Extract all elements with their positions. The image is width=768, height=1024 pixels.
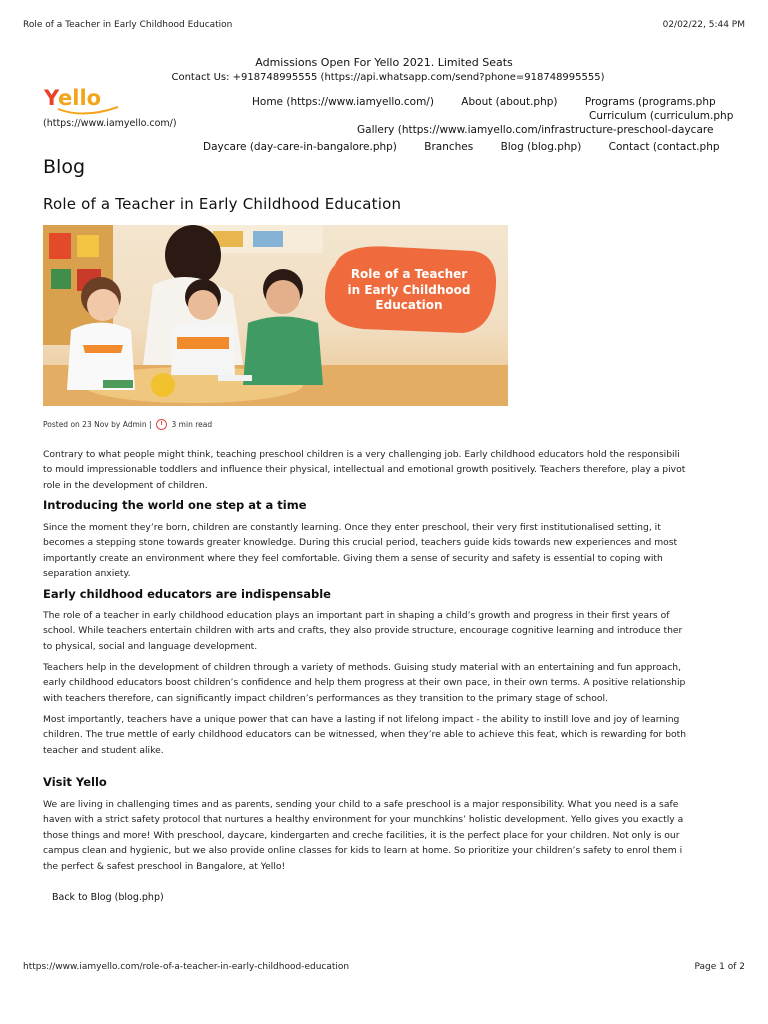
footer-url: https://www.iamyello.com/role-of-a-teacher-in-early-childhood-education bbox=[23, 962, 350, 972]
nav-blog[interactable]: Blog (blog.php) bbox=[500, 141, 582, 153]
section-2-paragraph-2 bbox=[43, 660, 748, 706]
text-line: We are living in challenging times and as parents, sending your child to a safe preschool is a major responsibility. What you need is a safe bbox=[43, 799, 679, 810]
section-heading: Introducing the world one step at a time bbox=[43, 498, 307, 512]
text-line: teacher and student alike. bbox=[43, 744, 164, 756]
section-2-paragraph-1 bbox=[43, 608, 748, 654]
text-line: with teachers therefore, can significantly impact children’s performances as they transition to the primary stage of school. bbox=[43, 692, 608, 704]
text-line: campus clean and hygienic, but we also provide online classes for kids to learn at home. So prioritize your children’s safety to enrol them i bbox=[43, 845, 683, 857]
text-line: separation anxiety. bbox=[43, 568, 131, 580]
text-line: importantly create an environment where they feel comfortable. Giving them a sense of security and safety is essential to coping with bbox=[43, 552, 663, 564]
hero-caption-line: Role of a Teacher bbox=[350, 267, 468, 281]
text-line: Teachers help in the development of children through a variety of methods. Guising study material with an entertaining and fun approach, bbox=[43, 662, 681, 673]
text-line: Contrary to what people might think, teaching preschool children is a very challenging job. Early childhood educators hold the responsibili bbox=[43, 449, 680, 460]
visit-yello-paragraph bbox=[43, 797, 748, 874]
text-line: to physical, social and language development. bbox=[43, 640, 258, 652]
text-line: to mould impressionable toddlers and influence their physical, intellectual and emotional growth positively. Teachers therefore, play a pivot bbox=[43, 464, 686, 476]
nav-daycare[interactable]: Daycare (day-care-in-bangalore.php) bbox=[203, 141, 397, 153]
logo-link[interactable]: (https://www.iamyello.com/) bbox=[43, 118, 177, 129]
hero-caption-line: Education bbox=[375, 298, 443, 312]
text-line: haven with a strict safety protocol that nurtures a healthy environment for your munchkins’ holistic development. Yello gives you exactly a bbox=[43, 814, 684, 826]
section-1-paragraph bbox=[43, 520, 748, 582]
text-line: The role of a teacher in early childhood education plays an important part in shaping a child’s growth and progress in their first years of bbox=[43, 610, 670, 621]
section-2-paragraph-3 bbox=[43, 712, 748, 758]
hero-illustration bbox=[43, 225, 508, 406]
text-line: children. The true mettle of early childhood educators can be witnessed, when they’re able to achieve this feat, which is rewarding for both bbox=[43, 729, 687, 741]
text-line: early childhood educators boost children’s confidence and help them progress at their own pace, in their own terms. A positive relationship bbox=[43, 677, 686, 689]
hero-image bbox=[43, 225, 508, 406]
post-meta-posted: Posted on 23 Nov by Admin | bbox=[43, 420, 152, 429]
text-line: Most importantly, teachers have a unique power that can have a lasting if not lifelong impact - the ability to instill love and joy of learning bbox=[43, 714, 680, 725]
text-line: role in the development of children. bbox=[43, 479, 208, 491]
nav-about[interactable]: About (about.php) bbox=[461, 96, 558, 108]
nav-branches[interactable]: Branches bbox=[424, 141, 474, 153]
text-line: those things and more! With preschool, daycare, kindergarten and creche facilities, it is the perfect place for your children. Not only is our bbox=[43, 829, 680, 841]
section-heading: Early childhood educators are indispensable bbox=[43, 587, 331, 601]
nav-gallery[interactable]: Gallery (https://www.iamyello.com/infrastructure-preschool-daycare bbox=[357, 124, 714, 136]
hero-caption-line: in Early Childhood bbox=[347, 282, 471, 297]
text-line: becomes a stepping stone towards greater knowledge. During this crucial period, teachers guide kids towards new experiences and most bbox=[43, 537, 678, 549]
svg-text:ello: ello bbox=[58, 86, 102, 110]
intro-paragraph bbox=[43, 447, 748, 493]
blog-heading: Blog bbox=[43, 156, 85, 178]
yello-logo[interactable] bbox=[44, 85, 124, 115]
nav-contact[interactable]: Contact (contact.php bbox=[608, 141, 720, 153]
nav-programs[interactable]: Programs (programs.php bbox=[584, 96, 716, 108]
print-header-title: Role of a Teacher in Early Childhood Education bbox=[23, 20, 233, 30]
post-title: Role of a Teacher in Early Childhood Education bbox=[43, 195, 402, 213]
nav-curriculum[interactable]: Curriculum (curriculum.php bbox=[589, 110, 734, 122]
nav-home[interactable]: Home (https://www.iamyello.com/) bbox=[252, 96, 434, 108]
hero-caption bbox=[319, 267, 499, 314]
text-line: school. While teachers entertain children with arts and crafts, they also provide structure, encourage cognitive learning and introduce ther bbox=[43, 625, 683, 637]
footer-page-number: Page 1 of 2 bbox=[694, 962, 745, 972]
nav-row-1 bbox=[252, 96, 716, 108]
text-line: the perfect & safest preschool in Bangalore, at Yello! bbox=[43, 860, 286, 872]
text-line: Since the moment they’re born, children are constantly learning. Once they enter preschool, their very first institutionalised setting, it bbox=[43, 522, 661, 533]
print-header-datetime: 02/02/22, 5:44 PM bbox=[662, 20, 745, 30]
contact-whatsapp-link[interactable]: Contact Us: +918748995555 (https://api.whatsapp.com/send?phone=918748995555) bbox=[171, 72, 605, 83]
admissions-announcement: Admissions Open For Yello 2021. Limited Seats bbox=[255, 56, 513, 69]
svg-text:Y: Y bbox=[44, 86, 60, 110]
yello-logo-icon bbox=[44, 85, 124, 115]
nav-row-4 bbox=[203, 141, 720, 153]
back-to-blog-link[interactable]: Back to Blog (blog.php) bbox=[52, 892, 164, 903]
clock-icon bbox=[156, 419, 167, 430]
post-meta bbox=[43, 419, 212, 430]
post-meta-read-time: 3 min read bbox=[171, 420, 213, 429]
section-heading: Visit Yello bbox=[43, 775, 107, 789]
